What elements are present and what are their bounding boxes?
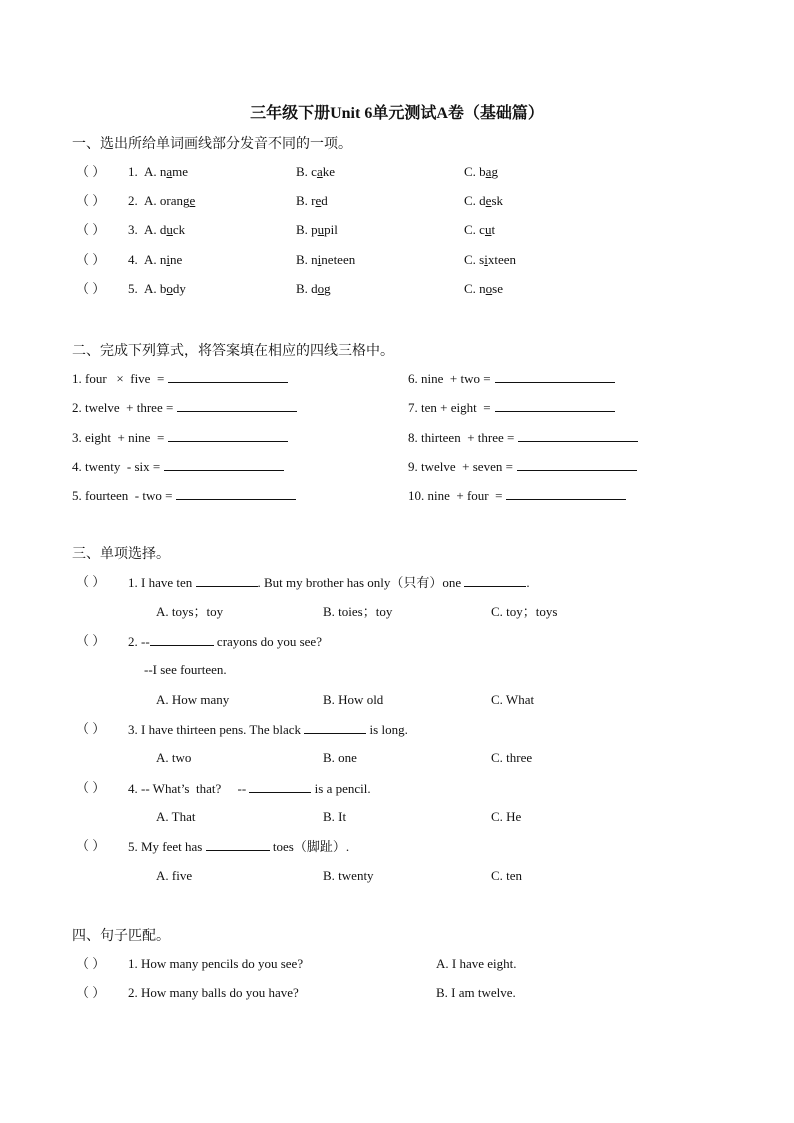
question-text: 1. I have ten . But my brother has only（只有）one . (128, 575, 530, 590)
equation (408, 369, 615, 387)
question-text: 2. -- crayons do you see? (128, 634, 322, 649)
answer-blank[interactable] (168, 369, 288, 383)
option-c: C. He (491, 809, 522, 824)
option-c: C. bag (464, 164, 498, 179)
question-row (0, 280, 794, 298)
option-b: B. cake (296, 164, 336, 179)
option-a: A. orange (144, 193, 196, 208)
answer-paren: （ ） (76, 281, 106, 296)
question-row (0, 163, 794, 181)
option-b: B. dog (296, 281, 331, 296)
equation (72, 428, 288, 446)
answer-paren: （ ） (76, 574, 106, 589)
option-a: A. How many (156, 692, 230, 707)
answer-blank[interactable] (518, 428, 638, 442)
underlined-letter: a (316, 164, 323, 179)
underlined-letter: u (317, 222, 325, 237)
match-row (0, 984, 794, 1002)
underlined-letter: i (166, 252, 171, 267)
question-number: 3. (128, 222, 138, 237)
question-number: 1. (128, 164, 138, 179)
answer-blank[interactable] (177, 398, 297, 412)
match-answer: A. I have eight. (436, 956, 517, 971)
underlined-letter: u (484, 222, 492, 237)
blank-line (196, 573, 258, 587)
answer-blank[interactable] (495, 398, 615, 412)
equation (72, 369, 288, 387)
options-row (0, 603, 794, 621)
section3-heading: 三、单项选择。 (72, 547, 170, 562)
options-row (0, 749, 794, 767)
answer-paren: （ ） (76, 164, 106, 179)
question-text: 3. I have thirteen pens. The black is long. (128, 722, 408, 737)
underlined-letter: e (315, 193, 322, 208)
option-b: B. nineteen (296, 252, 356, 267)
equation-text: 9. twelve + seven = (408, 459, 513, 474)
option-a: A. name (144, 164, 189, 179)
underlined-letter: a (485, 164, 492, 179)
option-b: B. How old (323, 692, 384, 707)
equation-text: 8. thirteen + three = (408, 430, 515, 445)
page-title: 三年级下册Unit 6单元测试A卷（基础篇） (250, 105, 544, 122)
equation-text: 7. ten + eight = (408, 400, 491, 415)
section2-heading: 二、完成下列算式，将答案填在相应的四线三格中。 (72, 344, 394, 359)
equation-text: 10. nine + four = (408, 488, 503, 503)
reply-text: --I see fourteen. (144, 662, 227, 677)
option-b: B. red (296, 193, 328, 208)
blank-line (304, 720, 366, 734)
option-a: A. That (156, 809, 196, 824)
underlined-letter: o (317, 281, 325, 296)
answer-blank[interactable] (168, 428, 288, 442)
options-row (0, 691, 794, 709)
answer-blank[interactable] (164, 457, 284, 471)
blank-line (464, 573, 526, 587)
answer-paren: （ ） (76, 838, 106, 853)
question-number: 2. (128, 193, 138, 208)
answer-blank[interactable] (506, 486, 626, 500)
option-a: A. toys；toy (156, 604, 224, 619)
equation-text: 4. twenty - six = (72, 459, 161, 474)
section4-heading: 四、句子匹配。 (72, 929, 170, 944)
option-c: C. cut (464, 222, 496, 237)
underlined-letter: i (317, 252, 322, 267)
option-c: C. sixteen (464, 252, 517, 267)
equation (408, 457, 637, 475)
question-row (0, 251, 794, 269)
option-b: B. twenty (323, 868, 374, 883)
option-c: C. desk (464, 193, 504, 208)
question-text: 4. -- What’s that? -- is a pencil. (128, 781, 371, 796)
option-c: C. What (491, 692, 535, 707)
section1-heading: 一、选出所给单词画线部分发音不同的一项。 (72, 137, 352, 152)
option-a: A. nine (144, 252, 183, 267)
equation (408, 398, 615, 416)
underlined-letter: e (485, 193, 492, 208)
blank-line (249, 779, 311, 793)
answer-blank[interactable] (176, 486, 296, 500)
match-row (0, 955, 794, 973)
underlined-letter: u (166, 222, 173, 237)
answer-paren: （ ） (76, 956, 106, 971)
underlined-letter: o (166, 281, 173, 296)
option-a: A. two (156, 750, 192, 765)
option-b: B. toies；toy (323, 604, 393, 619)
answer-paren: （ ） (76, 633, 106, 648)
option-b: B. pupil (296, 222, 338, 237)
option-a: A. five (156, 868, 193, 883)
underlined-letter: o (485, 281, 493, 296)
answer-paren: （ ） (76, 193, 106, 208)
underlined-letter: a (166, 164, 173, 179)
equation (72, 398, 297, 416)
equation-text: 6. nine + two = (408, 371, 491, 386)
question-number: 4. (128, 252, 138, 267)
answer-paren: （ ） (76, 222, 106, 237)
question-row (76, 779, 776, 797)
option-c: C. three (491, 750, 533, 765)
blank-line (150, 632, 214, 646)
option-c: C. nose (464, 281, 504, 296)
question-number: 5. (128, 281, 138, 296)
equation-text: 1. four × five = (72, 371, 165, 386)
answer-paren: （ ） (76, 721, 106, 736)
match-question: 1. How many pencils do you see? (128, 956, 304, 971)
blank-line (206, 837, 270, 851)
answer-paren: （ ） (76, 252, 106, 267)
question-row (76, 837, 776, 855)
answer-blank[interactable] (517, 457, 637, 471)
equation-text: 5. fourteen - two = (72, 488, 173, 503)
option-b: B. It (323, 809, 347, 824)
equation-text: 3. eight + nine = (72, 430, 165, 445)
equation (72, 457, 284, 475)
equation (72, 486, 296, 504)
answer-paren: （ ） (76, 985, 106, 1000)
option-c: C. toy；toys (491, 604, 558, 619)
option-c: C. ten (491, 868, 523, 883)
option-a: A. body (144, 281, 186, 296)
answer-paren: （ ） (76, 780, 106, 795)
equation-text: 2. twelve + three = (72, 400, 174, 415)
question-row (76, 720, 776, 738)
match-answer: B. I am twelve. (436, 985, 516, 1000)
underlined-letter: e (189, 193, 196, 208)
answer-blank[interactable] (495, 369, 615, 383)
question-row (76, 573, 776, 591)
option-b: B. one (323, 750, 357, 765)
options-row (0, 808, 794, 826)
option-a: A. duck (144, 222, 186, 237)
equation (408, 486, 626, 504)
question-text: 5. My feet has toes（脚趾）. (128, 839, 350, 854)
question-row (0, 221, 794, 239)
question-row (0, 192, 794, 210)
equation (408, 428, 638, 446)
match-question: 2. How many balls do you have? (128, 985, 299, 1000)
options-row (0, 867, 794, 885)
question-row (76, 632, 776, 650)
underlined-letter: i (484, 252, 488, 267)
